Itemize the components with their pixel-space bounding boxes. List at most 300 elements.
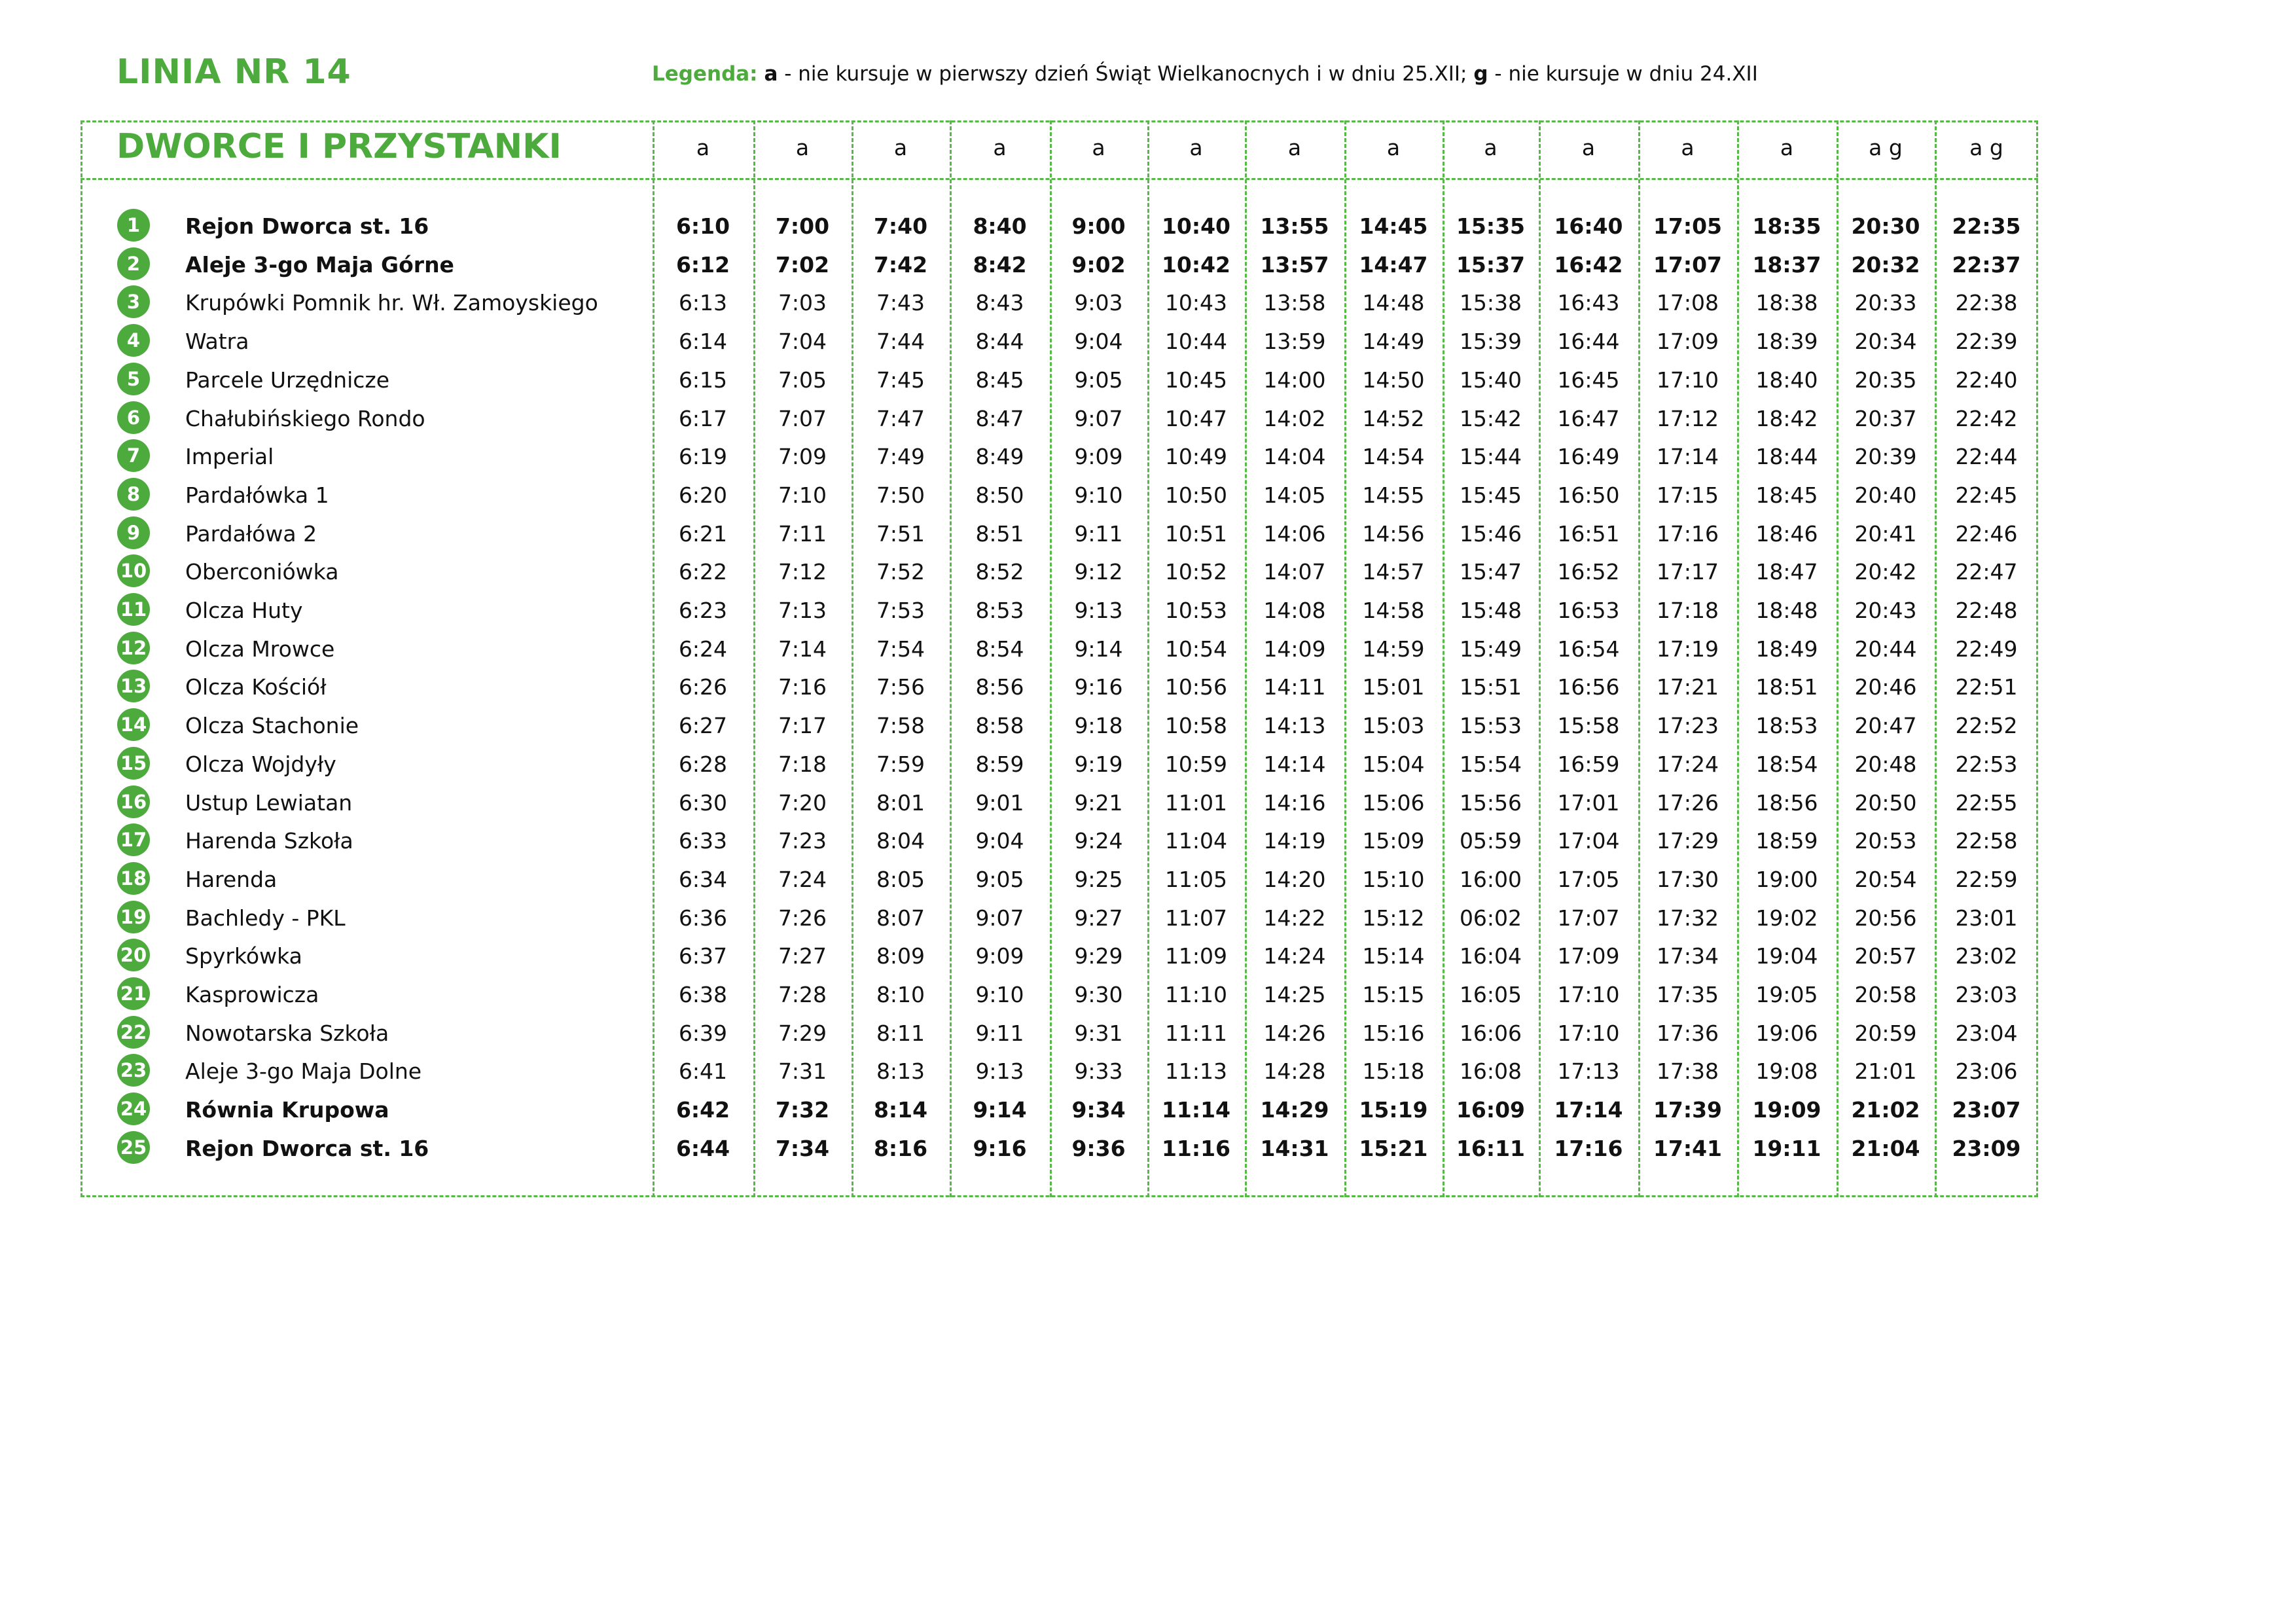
departure-time: 18:47 — [1755, 559, 1818, 585]
departure-time: 8:49 — [975, 444, 1024, 470]
departure-time: 20:57 — [1854, 943, 1917, 969]
departure-time: 9:12 — [1074, 559, 1123, 585]
departure-time: 16:49 — [1557, 444, 1620, 470]
departure-time: 10:44 — [1164, 329, 1228, 355]
departure-time: 17:16 — [1554, 1135, 1623, 1161]
departure-time: 9:04 — [975, 828, 1024, 854]
departure-time: 9:16 — [973, 1135, 1027, 1161]
departure-time: 14:28 — [1263, 1058, 1326, 1085]
departure-time: 7:17 — [778, 713, 827, 739]
departure-time: 9:27 — [1074, 905, 1123, 931]
table-row — [81, 551, 2038, 589]
departure-time: 14:16 — [1263, 789, 1326, 816]
departure-time: 8:45 — [975, 367, 1024, 393]
departure-time: 14:47 — [1359, 251, 1428, 278]
departure-time: 17:05 — [1653, 213, 1723, 239]
departure-time: 11:10 — [1164, 982, 1228, 1007]
departure-time: 6:27 — [678, 713, 728, 739]
departure-time: 8:59 — [975, 751, 1024, 777]
stop-name: Olcza Kościół — [185, 674, 327, 700]
departure-time: 7:18 — [778, 751, 827, 777]
stop-number-badge: 7 — [117, 439, 150, 472]
departure-time: 9:13 — [1074, 598, 1123, 623]
departure-time: 9:10 — [975, 982, 1024, 1007]
departure-time: 18:59 — [1755, 828, 1818, 854]
departure-time: 20:40 — [1854, 482, 1917, 508]
departure-time: 8:11 — [876, 1020, 925, 1046]
stop-number-badge: 3 — [117, 285, 150, 318]
departure-time: 7:34 — [775, 1135, 830, 1161]
departure-time: 22:35 — [1952, 213, 2021, 239]
stop-name: Imperial — [185, 444, 274, 470]
departure-time: 10:56 — [1164, 674, 1228, 700]
departure-time: 14:07 — [1263, 559, 1326, 585]
departure-time: 15:49 — [1459, 636, 1522, 662]
column-flag: a — [1189, 135, 1203, 160]
departure-time: 11:04 — [1164, 828, 1228, 854]
table-row — [81, 1089, 2038, 1127]
column-flag: a — [993, 135, 1007, 160]
departure-time: 16:43 — [1557, 290, 1620, 316]
departure-time: 7:50 — [876, 482, 925, 508]
departure-time: 17:19 — [1656, 636, 1719, 662]
departure-time: 17:21 — [1656, 674, 1719, 700]
departure-time: 20:42 — [1854, 559, 1917, 585]
departure-time: 10:49 — [1164, 444, 1228, 470]
stop-number-badge: 24 — [117, 1092, 150, 1125]
table-row — [81, 782, 2038, 820]
table-row — [81, 974, 2038, 1012]
departure-time: 20:44 — [1854, 636, 1917, 662]
departure-time: 9:19 — [1074, 751, 1123, 777]
departure-time: 7:54 — [876, 636, 925, 662]
table-row — [81, 1013, 2038, 1051]
departure-time: 17:17 — [1656, 559, 1719, 585]
departure-time: 6:10 — [675, 213, 730, 239]
departure-time: 17:32 — [1656, 905, 1719, 931]
departure-time: 8:58 — [975, 713, 1024, 739]
departure-time: 7:11 — [778, 520, 827, 547]
stop-number-badge: 1 — [117, 209, 150, 242]
departure-time: 8:01 — [876, 789, 925, 816]
departure-time: 14:55 — [1362, 482, 1425, 508]
departure-time: 7:56 — [876, 674, 925, 700]
departure-time: 19:09 — [1752, 1097, 1821, 1123]
departure-time: 7:40 — [873, 213, 928, 239]
stop-number-badge: 19 — [117, 901, 150, 933]
column-flag: a — [696, 135, 710, 160]
departure-time: 17:13 — [1557, 1058, 1620, 1085]
departure-time: 23:04 — [1955, 1020, 2018, 1046]
departure-time: 6:19 — [678, 444, 728, 470]
departure-time: 16:00 — [1459, 866, 1522, 892]
departure-time: 7:42 — [873, 251, 928, 278]
departure-time: 14:02 — [1263, 405, 1326, 431]
departure-time: 7:09 — [778, 444, 827, 470]
departure-time: 11:11 — [1164, 1020, 1228, 1046]
departure-time: 18:45 — [1755, 482, 1818, 508]
departure-time: 16:44 — [1557, 329, 1620, 355]
stop-number-badge: 6 — [117, 401, 150, 434]
departure-time: 20:58 — [1854, 982, 1917, 1007]
departure-time: 10:40 — [1161, 213, 1231, 239]
departure-time: 18:53 — [1755, 713, 1818, 739]
table-row — [81, 359, 2038, 397]
departure-time: 7:14 — [778, 636, 827, 662]
departure-time: 20:50 — [1854, 789, 1917, 816]
departure-time: 15:10 — [1362, 866, 1425, 892]
departure-time: 17:09 — [1656, 329, 1719, 355]
departure-time: 20:32 — [1851, 251, 1920, 278]
departure-time: 10:42 — [1161, 251, 1231, 278]
departure-time: 19:02 — [1755, 905, 1818, 931]
departure-time: 20:37 — [1854, 405, 1917, 431]
departure-time: 9:00 — [1071, 213, 1126, 239]
departure-time: 17:38 — [1656, 1058, 1719, 1085]
departure-time: 14:22 — [1263, 905, 1326, 931]
departure-time: 17:35 — [1656, 982, 1719, 1007]
departure-time: 11:09 — [1164, 943, 1228, 969]
departure-time: 8:05 — [876, 866, 925, 892]
stop-name: Bachledy - PKL — [185, 905, 346, 931]
departure-time: 14:00 — [1263, 367, 1326, 393]
departure-time: 16:59 — [1557, 751, 1620, 777]
table-row — [81, 897, 2038, 935]
stop-number-badge: 9 — [117, 516, 150, 549]
stop-name: Harenda — [185, 866, 278, 892]
departure-time: 11:14 — [1161, 1097, 1231, 1123]
departure-time: 14:26 — [1263, 1020, 1326, 1046]
departure-time: 9:31 — [1074, 1020, 1123, 1046]
departure-time: 8:40 — [973, 213, 1027, 239]
departure-time: 18:38 — [1755, 290, 1818, 316]
departure-time: 14:57 — [1362, 559, 1425, 585]
departure-time: 6:41 — [678, 1058, 728, 1085]
stop-number-badge: 16 — [117, 785, 150, 818]
table-row — [81, 282, 2038, 320]
departure-time: 20:54 — [1854, 866, 1917, 892]
departure-time: 16:51 — [1557, 520, 1620, 547]
departure-time: 19:04 — [1755, 943, 1818, 969]
departure-time: 05:59 — [1459, 828, 1522, 854]
departure-time: 14:31 — [1260, 1135, 1329, 1161]
departure-time: 16:53 — [1557, 598, 1620, 623]
table-row — [81, 705, 2038, 743]
departure-time: 9:01 — [975, 789, 1024, 816]
departure-time: 6:33 — [678, 828, 728, 854]
departure-time: 22:52 — [1955, 713, 2018, 739]
departure-time: 17:29 — [1656, 828, 1719, 854]
departure-time: 15:51 — [1459, 674, 1522, 700]
departure-time: 9:13 — [975, 1058, 1024, 1085]
departure-time: 20:59 — [1854, 1020, 1917, 1046]
table-row — [81, 244, 2038, 282]
departure-time: 20:53 — [1854, 828, 1917, 854]
departure-time: 7:23 — [778, 828, 827, 854]
column-flag: a — [1681, 135, 1695, 160]
departure-time: 17:09 — [1557, 943, 1620, 969]
departure-time: 23:01 — [1955, 905, 2018, 931]
legend-key-g: g — [1473, 62, 1488, 86]
departure-time: 14:09 — [1263, 636, 1326, 662]
departure-time: 17:36 — [1656, 1020, 1719, 1046]
departure-time: 14:08 — [1263, 598, 1326, 623]
stop-name: Rejon Dworca st. 16 — [185, 1135, 429, 1161]
stop-number-badge: 5 — [117, 363, 150, 395]
departure-time: 8:47 — [975, 405, 1024, 431]
stop-name: Rejon Dworca st. 16 — [185, 213, 429, 239]
departure-time: 7:52 — [876, 559, 925, 585]
stop-name: Olcza Stachonie — [185, 713, 359, 739]
departure-time: 14:24 — [1263, 943, 1326, 969]
stop-number-badge: 10 — [117, 554, 150, 587]
departure-time: 7:45 — [876, 367, 925, 393]
departure-time: 17:08 — [1656, 290, 1719, 316]
departure-time: 7:44 — [876, 329, 925, 355]
legend-label: Legenda: — [652, 62, 758, 86]
departure-time: 9:07 — [975, 905, 1024, 931]
departure-time: 15:04 — [1362, 751, 1425, 777]
departure-time: 18:51 — [1755, 674, 1818, 700]
departure-time: 17:10 — [1557, 982, 1620, 1007]
departure-time: 16:42 — [1554, 251, 1623, 278]
departure-time: 22:45 — [1955, 482, 2018, 508]
departure-time: 20:30 — [1851, 213, 1920, 239]
departure-time: 8:52 — [975, 559, 1024, 585]
departure-time: 8:51 — [975, 520, 1024, 547]
departure-time: 6:13 — [678, 290, 728, 316]
table-row — [81, 744, 2038, 782]
stop-number-badge: 22 — [117, 1016, 150, 1049]
departure-time: 8:09 — [876, 943, 925, 969]
departure-time: 20:34 — [1854, 329, 1917, 355]
departure-time: 17:14 — [1554, 1097, 1623, 1123]
table-row — [81, 1128, 2038, 1166]
stop-name: Oberconiówka — [185, 559, 339, 585]
departure-time: 7:43 — [876, 290, 925, 316]
departure-time: 17:39 — [1653, 1097, 1723, 1123]
departure-time: 18:42 — [1755, 405, 1818, 431]
departure-time: 14:52 — [1362, 405, 1425, 431]
table-row — [81, 935, 2038, 973]
departure-time: 13:57 — [1260, 251, 1329, 278]
stop-number-badge: 11 — [117, 593, 150, 626]
departure-time: 17:10 — [1656, 367, 1719, 393]
departure-time: 16:45 — [1557, 367, 1620, 393]
departure-time: 22:46 — [1955, 520, 2018, 547]
departure-time: 15:16 — [1362, 1020, 1425, 1046]
departure-time: 9:21 — [1074, 789, 1123, 816]
departure-time: 15:46 — [1459, 520, 1522, 547]
stop-number-badge: 20 — [117, 939, 150, 971]
departure-time: 6:20 — [678, 482, 728, 508]
departure-time: 9:11 — [1074, 520, 1123, 547]
departure-time: 23:07 — [1952, 1097, 2021, 1123]
departure-time: 7:27 — [778, 943, 827, 969]
column-flag: a g — [1969, 135, 2003, 160]
departure-time: 6:26 — [678, 674, 728, 700]
departure-time: 22:59 — [1955, 866, 2018, 892]
departure-time: 11:05 — [1164, 866, 1228, 892]
departure-time: 20:47 — [1854, 713, 1917, 739]
departure-time: 6:22 — [678, 559, 728, 585]
departure-time: 15:48 — [1459, 598, 1522, 623]
departure-time: 7:59 — [876, 751, 925, 777]
departure-time: 9:04 — [1074, 329, 1123, 355]
departure-time: 16:08 — [1459, 1058, 1522, 1085]
departure-time: 15:47 — [1459, 559, 1522, 585]
departure-time: 8:54 — [975, 636, 1024, 662]
departure-time: 14:49 — [1362, 329, 1425, 355]
departure-time: 17:18 — [1656, 598, 1719, 623]
departure-time: 22:47 — [1955, 559, 2018, 585]
departure-time: 8:16 — [873, 1135, 928, 1161]
departure-time: 16:06 — [1459, 1020, 1522, 1046]
departure-time: 10:43 — [1164, 290, 1228, 316]
departure-time: 15:39 — [1459, 329, 1522, 355]
departure-time: 6:42 — [675, 1097, 730, 1123]
departure-time: 14:14 — [1263, 751, 1326, 777]
departure-time: 23:03 — [1955, 982, 2018, 1007]
departure-time: 23:06 — [1955, 1058, 2018, 1085]
departure-time: 9:09 — [1074, 444, 1123, 470]
stop-name: Aleje 3-go Maja Dolne — [185, 1058, 422, 1085]
column-flag: a — [1581, 135, 1596, 160]
departure-time: 7:29 — [778, 1020, 827, 1046]
departure-time: 13:58 — [1263, 290, 1326, 316]
departure-time: 15:01 — [1362, 674, 1425, 700]
departure-time: 9:14 — [1074, 636, 1123, 662]
departure-time: 20:46 — [1854, 674, 1917, 700]
departure-time: 9:11 — [975, 1020, 1024, 1046]
departure-time: 14:59 — [1362, 636, 1425, 662]
departure-time: 14:50 — [1362, 367, 1425, 393]
column-flag: a — [893, 135, 908, 160]
departure-time: 15:12 — [1362, 905, 1425, 931]
departure-time: 15:19 — [1359, 1097, 1428, 1123]
departure-time: 22:40 — [1955, 367, 2018, 393]
departure-time: 22:51 — [1955, 674, 2018, 700]
departure-time: 13:55 — [1260, 213, 1329, 239]
departure-time: 18:49 — [1755, 636, 1818, 662]
departure-time: 15:53 — [1459, 713, 1522, 739]
departure-time: 20:39 — [1854, 444, 1917, 470]
stop-name: Krupówki Pomnik hr. Wł. Zamoyskiego — [185, 290, 598, 316]
departure-time: 8:10 — [876, 982, 925, 1007]
departure-time: 11:07 — [1164, 905, 1228, 931]
departure-time: 15:37 — [1456, 251, 1526, 278]
departure-time: 17:05 — [1557, 866, 1620, 892]
departure-time: 19:00 — [1755, 866, 1818, 892]
departure-time: 6:36 — [678, 905, 728, 931]
departure-time: 16:11 — [1456, 1135, 1526, 1161]
departure-time: 21:01 — [1854, 1058, 1917, 1085]
departure-time: 15:42 — [1459, 405, 1522, 431]
departure-time: 18:44 — [1755, 444, 1818, 470]
departure-time: 15:14 — [1362, 943, 1425, 969]
departure-time: 20:33 — [1854, 290, 1917, 316]
stop-name: Olcza Wojdyły — [185, 751, 336, 777]
departure-time: 9:24 — [1074, 828, 1123, 854]
departure-time: 20:56 — [1854, 905, 1917, 931]
departure-time: 7:26 — [778, 905, 827, 931]
departure-time: 10:50 — [1164, 482, 1228, 508]
departure-time: 9:18 — [1074, 713, 1123, 739]
page-title: LINIA NR 14 — [117, 52, 351, 92]
departure-time: 7:03 — [778, 290, 827, 316]
departure-time: 9:29 — [1074, 943, 1123, 969]
departure-time: 13:59 — [1263, 329, 1326, 355]
departure-time: 18:48 — [1755, 598, 1818, 623]
departure-time: 18:39 — [1755, 329, 1818, 355]
departure-time: 7:04 — [778, 329, 827, 355]
departure-time: 14:56 — [1362, 520, 1425, 547]
stop-number-badge: 12 — [117, 632, 150, 664]
departure-time: 7:13 — [778, 598, 827, 623]
departure-time: 22:44 — [1955, 444, 2018, 470]
departure-time: 6:34 — [678, 866, 728, 892]
legend-text-a: - nie kursuje w pierwszy dzień Świąt Wielkanocnych i w dniu 25.XII; — [778, 62, 1474, 86]
departure-time: 7:53 — [876, 598, 925, 623]
column-flag: a — [1092, 135, 1105, 160]
departure-time: 17:01 — [1557, 789, 1620, 816]
stop-name: Ustup Lewiatan — [185, 789, 353, 816]
departure-time: 16:50 — [1557, 482, 1620, 508]
departure-time: 22:58 — [1955, 828, 2018, 854]
stop-name: Chałubińskiego Rondo — [185, 405, 425, 431]
departure-time: 17:26 — [1656, 789, 1719, 816]
departure-time: 21:04 — [1851, 1135, 1920, 1161]
departure-time: 19:11 — [1752, 1135, 1821, 1161]
departure-time: 14:58 — [1362, 598, 1425, 623]
legend-text-g: - nie kursuje w dniu 24.XII — [1488, 62, 1758, 86]
departure-time: 17:24 — [1656, 751, 1719, 777]
departure-time: 17:41 — [1653, 1135, 1723, 1161]
stop-number-badge: 18 — [117, 862, 150, 895]
table-row — [81, 820, 2038, 858]
departure-time: 9:03 — [1074, 290, 1123, 316]
table-row — [81, 628, 2038, 666]
column-flag: a — [1780, 135, 1794, 160]
departure-time: 10:45 — [1164, 367, 1228, 393]
departure-time: 17:15 — [1656, 482, 1719, 508]
departure-time: 20:48 — [1854, 751, 1917, 777]
departure-time: 17:30 — [1656, 866, 1719, 892]
departure-time: 10:58 — [1164, 713, 1228, 739]
departure-time: 14:48 — [1362, 290, 1425, 316]
departure-time: 14:11 — [1263, 674, 1326, 700]
departure-time: 17:16 — [1656, 520, 1719, 547]
departure-time: 9:34 — [1071, 1097, 1126, 1123]
stop-name: Pardałówa 2 — [185, 520, 317, 547]
stop-number-badge: 23 — [117, 1054, 150, 1087]
departure-time: 21:02 — [1851, 1097, 1920, 1123]
departure-time: 10:59 — [1164, 751, 1228, 777]
stop-name: Kasprowicza — [185, 982, 319, 1007]
departure-time: 22:42 — [1955, 405, 2018, 431]
stop-name: Aleje 3-go Maja Górne — [185, 251, 454, 278]
departure-time: 16:52 — [1557, 559, 1620, 585]
departure-time: 15:56 — [1459, 789, 1522, 816]
departure-time: 9:02 — [1071, 251, 1126, 278]
departure-time: 17:14 — [1656, 444, 1719, 470]
stop-number-badge: 8 — [117, 478, 150, 511]
departure-time: 22:49 — [1955, 636, 2018, 662]
departure-time: 14:06 — [1263, 520, 1326, 547]
stop-number-badge: 14 — [117, 708, 150, 741]
departure-time: 20:35 — [1854, 367, 1917, 393]
departure-time: 7:31 — [778, 1058, 827, 1085]
